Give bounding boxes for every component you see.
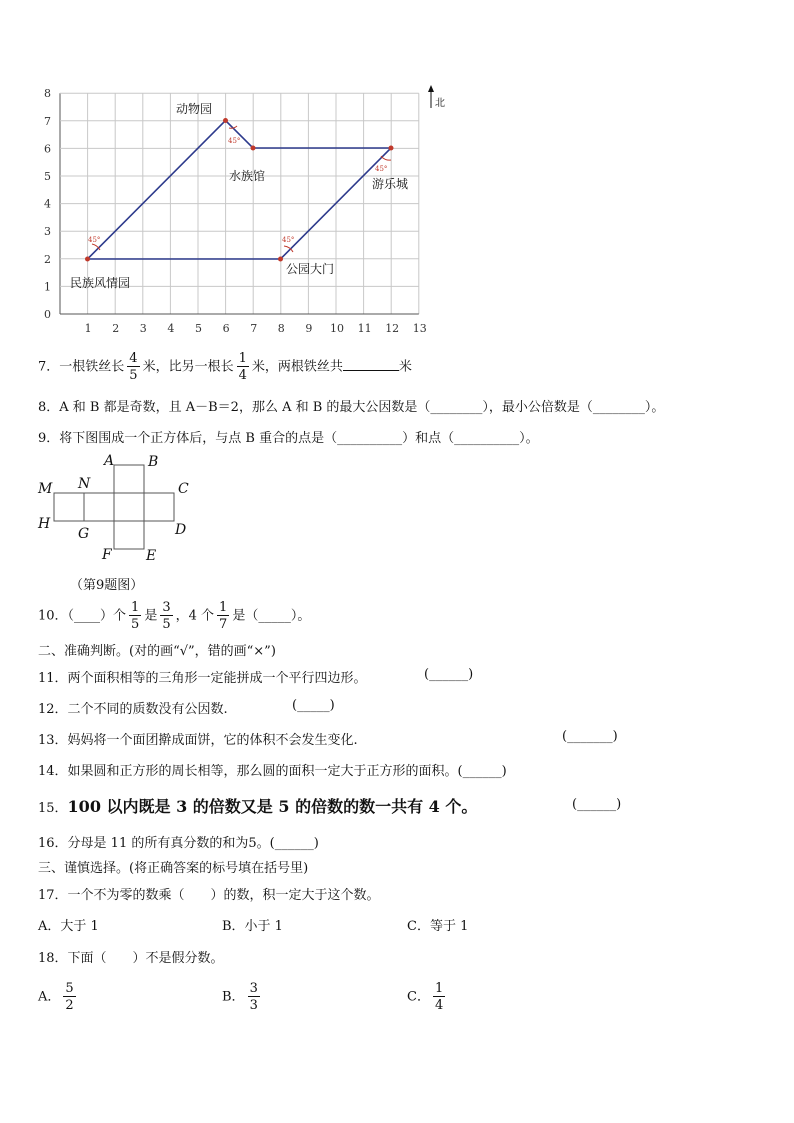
x-tick-label: 9 [305, 322, 313, 335]
label-gate: 公园大门 [286, 262, 335, 276]
fraction-3-3: $\frac{3}{3}$ [249, 981, 258, 1013]
section-3-heading: 三、谨慎选择。(将正确答案的标号填在括号里) [38, 861, 309, 876]
label-ethnic: 民族风情园 [70, 276, 131, 290]
q17-option-a[interactable]: A．大于 1 [38, 919, 99, 934]
q10-suffix: 是（_____）。 [232, 608, 311, 624]
fraction-1-7: $\frac{1}{7}$ [219, 600, 228, 632]
q11-text: 11．两个面积相等的三角形一定能拼成一个平行四边形。 [38, 671, 367, 686]
x-tick-label: 8 [277, 322, 285, 335]
question-15 [38, 794, 477, 817]
point-zoo [223, 118, 228, 123]
question-9: 9．将下图围成一个正方体后，与点 B 重合的点是（__________）和点（__________）。 [38, 431, 539, 446]
question-14: 14．如果圆和正方形的周长相等，那么圆的面积一定大于正方形的面积。(______) [38, 764, 507, 779]
y-tick-label: 8 [44, 87, 51, 101]
fraction-1-4-option: $\frac{1}{4}$ [434, 981, 444, 1013]
map-axis-labels [44, 87, 427, 335]
net-face-mid-left [84, 493, 114, 521]
label-zoo: 动物园 [176, 102, 213, 116]
q17-option-c[interactable]: C．等于 1 [407, 919, 469, 934]
angle-label-amusement: 45° [375, 165, 388, 173]
cube-net-figure [52, 462, 182, 554]
net-label-D: D [175, 522, 187, 538]
q15-answer-blank[interactable]: (______) [572, 797, 622, 812]
net-face-top [114, 465, 144, 493]
q7-mid: 米，比另一根长 [142, 359, 234, 375]
x-tick-label: 13 [412, 322, 427, 335]
x-tick-label: 6 [222, 322, 230, 335]
net-label-N: N [78, 476, 91, 492]
net-label-M: M [38, 481, 53, 497]
q10-prefix: 10．（____）个 [38, 608, 127, 624]
y-tick-label: 6 [44, 142, 51, 156]
y-tick-label: 4 [44, 197, 51, 211]
section-2-heading: 二、准确判断。(对的画“√”，错的画“×”) [38, 644, 276, 659]
y-tick-label: 3 [44, 225, 51, 239]
point-aquarium [251, 146, 256, 151]
question-16: 16．分母是 11 的所有真分数的和为5。(______) [38, 836, 319, 851]
q10-mid: ，4 个 [175, 608, 215, 624]
x-tick-label: 11 [357, 322, 372, 335]
q12-text: 12．二个不同的质数没有公因数. [38, 702, 228, 717]
q18-option-c[interactable]: C． $\frac{1}{4}$ [407, 981, 444, 1013]
figure-9-caption: （第9题图） [70, 578, 144, 593]
x-tick-label: 1 [84, 322, 92, 335]
q7-after: 米，两根铁丝共 [251, 359, 343, 375]
angle-label-zoo: 45° [228, 137, 241, 145]
question-18: 18．下面（ ）不是假分数。 [38, 951, 224, 966]
net-face-left [54, 493, 84, 521]
question-17: 17．一个不为零的数乘（ ）的数，积一定大于这个数。 [38, 888, 380, 903]
q15-text: 100 以内既是 3 的倍数又是 5 的倍数的数一共有 4 个。 [67, 797, 478, 816]
question-8: 8．A 和 B 都是奇数，且 A－B＝2，那么 A 和 B 的最大公因数是（________），最小公倍数是（________）。 [38, 400, 665, 415]
q10-is: 是 [144, 608, 158, 624]
x-tick-label: 7 [250, 322, 258, 335]
fraction-5-2: $\frac{5}{2}$ [65, 981, 74, 1013]
net-label-G: G [78, 526, 90, 542]
x-tick-label: 10 [330, 322, 344, 335]
label-amusement: 游乐城 [372, 177, 409, 191]
q15-number: 15． [38, 801, 68, 816]
q17-option-b[interactable]: B．小于 1 [222, 919, 283, 934]
q7-suffix: 米 [398, 359, 412, 375]
park-map [30, 82, 460, 342]
net-face-center [114, 493, 144, 521]
point-amusement [389, 146, 394, 151]
y-tick-label: 1 [44, 280, 51, 294]
x-tick-label: 12 [385, 322, 400, 335]
point-ethnic [85, 257, 90, 262]
angle-label-ethnic: 45° [88, 236, 101, 244]
q13-answer-blank[interactable]: (_______) [562, 729, 618, 744]
x-tick-label: 3 [139, 322, 147, 335]
net-label-A: A [104, 453, 115, 469]
question-7 [38, 352, 412, 382]
q11-answer-blank[interactable]: (______) [424, 667, 474, 682]
net-face-bottom [114, 521, 144, 549]
y-tick-label: 7 [44, 114, 51, 128]
question-13 [38, 729, 358, 748]
net-label-E: E [146, 548, 157, 564]
fraction-1-5: $\frac{1}{5}$ [131, 600, 140, 632]
north-label: 北 [435, 98, 445, 109]
q13-text: 13．妈妈将一个面团擀成面饼，它的体积不会发生变化. [38, 733, 358, 748]
q7-prefix: 7．一根铁丝长 [38, 359, 125, 375]
fraction-1-4: $\frac{1}{4}$ [238, 351, 247, 383]
x-tick-label: 4 [167, 322, 175, 335]
net-label-C: C [178, 481, 189, 497]
net-face-right [144, 493, 174, 521]
fraction-3-5: $\frac{3}{5}$ [162, 600, 171, 632]
net-label-H: H [38, 516, 51, 532]
q18-option-b[interactable]: B． $\frac{3}{3}$ [222, 981, 258, 1013]
q12-answer-blank[interactable]: (_____) [292, 698, 335, 713]
net-label-B: B [148, 454, 159, 470]
label-aquarium: 水族馆 [229, 169, 266, 183]
fraction-4-5: $\frac{4}{5}$ [129, 351, 138, 383]
question-10 [38, 601, 310, 631]
q7-answer-blank[interactable] [343, 360, 399, 371]
y-tick-label: 5 [44, 170, 51, 183]
question-12 [38, 698, 228, 717]
x-tick-label: 5 [195, 322, 202, 335]
angle-label-gate: 45° [282, 236, 295, 244]
net-label-F: F [102, 547, 112, 563]
point-gate [278, 257, 283, 262]
x-tick-label: 2 [112, 322, 120, 335]
y-tick-label: 2 [44, 252, 51, 266]
y-tick-label: 0 [44, 308, 51, 321]
question-11 [38, 667, 367, 686]
q18-option-a[interactable]: A． $\frac{5}{2}$ [38, 981, 74, 1013]
north-arrowhead-icon [428, 85, 434, 92]
